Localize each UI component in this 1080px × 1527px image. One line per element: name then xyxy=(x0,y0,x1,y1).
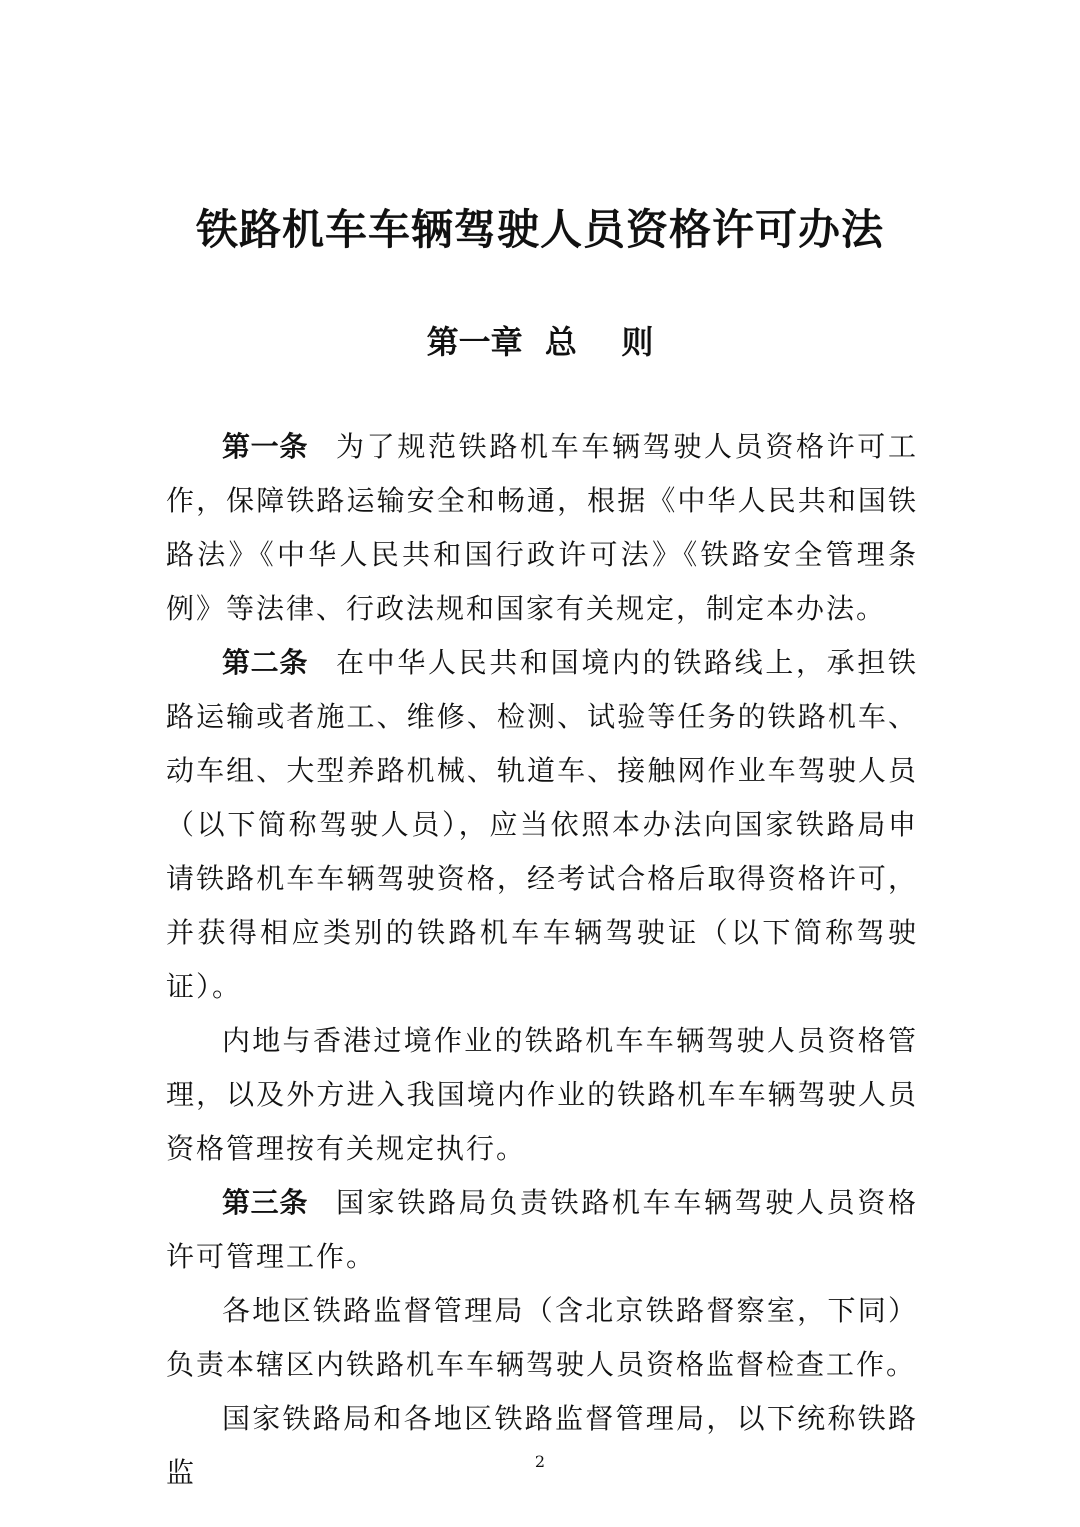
article-label: 第二条 xyxy=(222,646,308,679)
paragraph-text: 各地区铁路监督管理局（含北京铁路督察室，下同）负责本辖区内铁路机车车辆驾驶人员资格监督检查工作。 xyxy=(166,1294,918,1381)
article-text: 国家铁路局负责铁路机车车辆驾驶人员资格许可管理工作。 xyxy=(166,1186,918,1273)
article-1-paragraph xyxy=(166,420,918,636)
paragraph-text: 国家铁路局和各地区铁路监督管理局，以下统称铁路监 xyxy=(166,1402,918,1489)
page-number: 2 xyxy=(534,1452,546,1471)
article-text: 为了规范铁路机车车辆驾驶人员资格许可工作，保障铁路运输安全和畅通，根据《中华人民共和国铁路法》《中华人民共和国行政许可法》《铁路安全管理条例》等法律、行政法规和国家有关规定，制定本办法。 xyxy=(166,430,918,625)
article-3-paragraph xyxy=(166,1176,918,1284)
article-label: 第三条 xyxy=(222,1186,308,1219)
article-2-paragraph-2 xyxy=(166,1014,918,1176)
paragraph-text: 内地与香港过境作业的铁路机车车辆驾驶人员资格管理，以及外方进入我国境内作业的铁路机车车辆驾驶人员资格管理按有关规定执行。 xyxy=(166,1024,918,1165)
article-label: 第一条 xyxy=(222,430,308,463)
document-title: 铁路机车车辆驾驶人员资格许可办法 xyxy=(195,205,884,254)
article-3-paragraph-2 xyxy=(166,1284,918,1392)
article-text: 在中华人民共和国境内的铁路线上，承担铁路运输或者施工、维修、检测、试验等任务的铁路机车、动车组、大型养路机械、轨道车、接触网作业车驾驶人员（以下简称驾驶人员），应当依照本办法向国家铁路局申请铁路机车车辆驾驶资格，经考试合格后取得资格许可，并获得相应类别的铁路机车车辆驾驶证（以下简称驾驶证）。 xyxy=(166,646,918,1003)
article-2-paragraph xyxy=(166,636,918,1014)
article-3-paragraph-3 xyxy=(166,1392,918,1500)
document-body xyxy=(166,420,918,1500)
chapter-heading: 第一章 总 则 xyxy=(426,323,654,361)
